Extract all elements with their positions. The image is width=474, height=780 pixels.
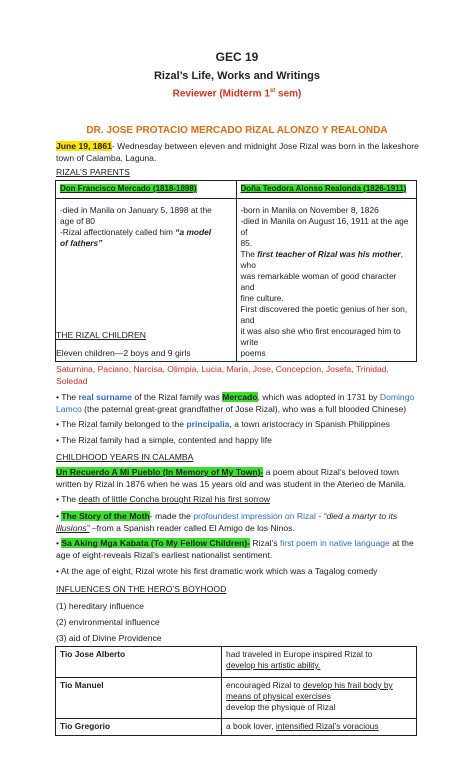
uncle-name: Tio Jose Alberto bbox=[56, 647, 222, 678]
moth-bullet: • The Story of the Moth- made the profoundest impression on Rizal - “died a martyr to its illusions” –from a Spanish reader called El Amigo de los Ninos. bbox=[56, 511, 398, 533]
concha-bullet: • The death of little Concha brought Rizal his first sorrow bbox=[56, 494, 270, 504]
influences-heading: INFLUENCES ON THE HERO’S BOYHOOD bbox=[56, 584, 227, 594]
uncle-name: Tio Manuel bbox=[56, 678, 222, 719]
uncle-description: a book lover, intensified Rizal’s voracious bbox=[222, 719, 417, 736]
course-subtitle: Rizal’s Life, Works and Writings bbox=[153, 70, 321, 82]
uncle-description: had traveled in Europe inspired Rizal to develop his artistic ability. bbox=[222, 647, 417, 678]
table-row bbox=[56, 678, 417, 719]
rizal-full-name-heading: DR. JOSE PROTACIO MERCADO RIZAL ALONZO Y REALONDA bbox=[86, 125, 388, 136]
course-title: GEC 19 bbox=[215, 50, 259, 64]
birth-date: June 19, 1861 bbox=[56, 141, 112, 151]
mother-header: Doña Teodora Alonso Realonda (1826-1911) bbox=[240, 184, 407, 193]
father-details: -died in Manila on January 5, 1898 at the age of 80 -Rizal affectionately called him “a model of fathers” bbox=[56, 199, 237, 362]
childhood-heading: CHILDHOOD YEARS IN CALAMBA bbox=[56, 452, 194, 462]
principalia-bullet: • The Rizal family belonged to the principalia, a town aristocracy in Spanish Philippines bbox=[56, 419, 390, 429]
kabata-bullet: • Sa Aking Mga Kabata (To My Fellow Children)- Rizal’s first poem in native language at the age of eight-reveals Rizal’s earliest nationalist sentiment. bbox=[56, 538, 414, 560]
uncle-name: Tio Gregorio bbox=[56, 719, 222, 736]
children-count: Eleven children—2 boys and 9 girls bbox=[56, 348, 191, 358]
family-life-bullet: • The Rizal family had a simple, contented and happy life bbox=[56, 435, 272, 445]
uncle-description: encouraged Rizal to develop his frail body by means of physical exercises develop the physique of Rizal bbox=[222, 678, 417, 719]
table-row bbox=[56, 719, 417, 736]
comedy-bullet: • At the age of eight, Rizal wrote his first dramatic work which was a Tagalog comedy bbox=[56, 566, 378, 576]
surname-bullet: • The real surname of the Rizal family was Mercado, which was adopted in 1731 by Domingo Lamco (the paternal great-great grandfather of Jose Rizal), who was a full blooded Chinese) bbox=[56, 392, 415, 414]
children-heading: THE RIZAL CHILDREN bbox=[56, 330, 146, 340]
recuerdo-paragraph: Un Recuerdo A Mi Pueblo (In Memory of My Town)- a poem about Rizal’s beloved town written by Rizal in 1876 when he was 15 years old and was student in the Ateneo de Manila. bbox=[56, 467, 407, 489]
children-names: Saturnina, Paciano, Narcisa, Olimpia, Lucia, Maria, Jose, Concepcion, Josefa, Trinidad, Soledad bbox=[56, 364, 389, 386]
parents-heading: RIZAL’S PARENTS bbox=[56, 167, 130, 177]
influence-2: (2) environmental influence bbox=[56, 617, 160, 627]
birth-paragraph: June 19, 1861- Wednesday between eleven and midnight Jose Rizal was born in the lakeshore town of Calamba, Laguna. bbox=[56, 141, 419, 163]
reviewer-label: Reviewer (Midterm 1st sem) bbox=[172, 88, 302, 100]
uncles-table bbox=[55, 646, 417, 736]
mother-details: -born in Manila on November 8, 1826 -died in Manila on August 16, 1911 at the age of 85. The first teacher of Rizal was his mother, who was remarkable woman of good character and fine culture. First discovered the poetic genius of her son, and it was also she who first encouraged him to write poems bbox=[236, 199, 417, 362]
father-header: Don Francisco Mercado (1818-1898) bbox=[60, 184, 197, 193]
influence-3: (3) aid of Divine Providence bbox=[56, 633, 162, 643]
influence-1: (1) hereditary influence bbox=[56, 601, 144, 611]
table-row bbox=[56, 647, 417, 678]
